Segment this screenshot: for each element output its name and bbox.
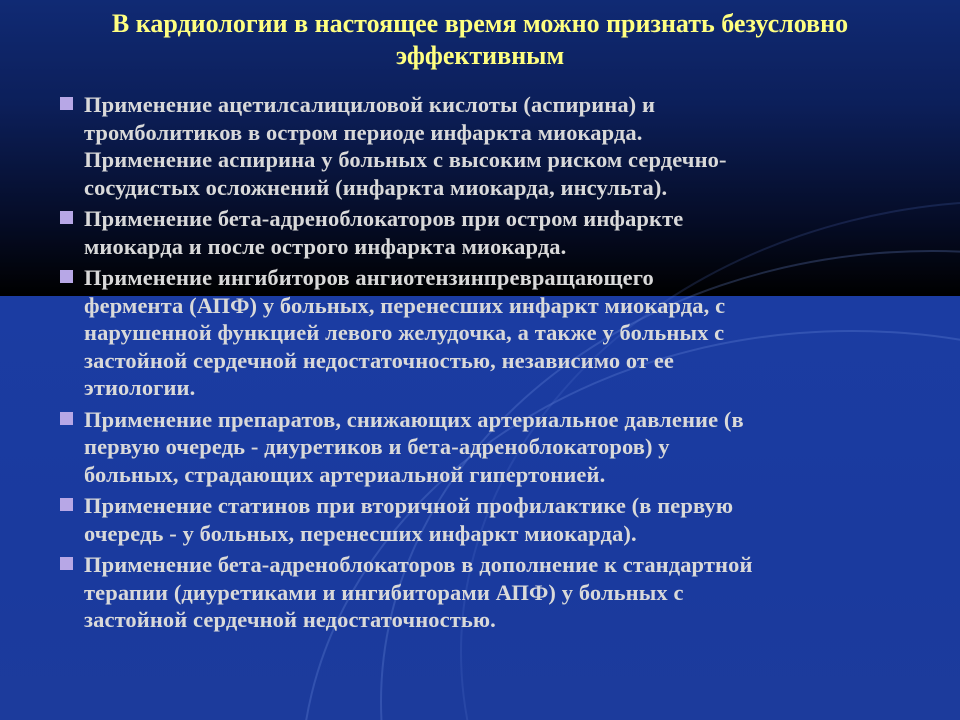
bullet-line: очередь - у больных, перенесших инфаркт миокарда). [84,520,637,546]
bullet-text [84,406,950,489]
bullet-line: терапии (диуретиками и ингибиторами АПФ) у больных с [84,579,684,605]
square-bullet-icon [60,97,73,110]
bullet-line: застойной сердечной недостаточностью, независимо от ее [84,347,675,373]
bullet-line: Применение аспирина у больных с высоким риском сердечно- [84,147,727,172]
bullet-text [84,551,950,634]
square-bullet-icon [60,412,73,425]
square-bullet-icon [60,557,73,570]
bullet-item [60,406,950,489]
bullet-line: Применение бета-адреноблокаторов при остром инфаркте [84,206,684,231]
bullet-line: сосудистых осложнений (инфаркта миокарда, инсульта). [84,174,668,200]
bullet-line: тромболитиков в остром периоде инфаркта миокарда. [84,119,643,145]
bullet-line: Применение ацетилсалициловой кислоты (аспирина) и [84,92,656,117]
bullet-text [84,264,950,402]
bullet-text [84,91,950,201]
slide-title-line: В кардиологии в настоящее время можно признать безусловно [111,9,849,38]
bullet-text [84,205,950,260]
bullet-line: Применение ингибиторов ангиотензинпревращающего [84,265,654,290]
bullet-item [60,91,950,201]
bullet-item [60,264,950,402]
square-bullet-icon [60,211,73,224]
bullet-line: застойной сердечной недостаточностью. [84,607,496,632]
bullet-line: Применение препаратов, снижающих артериальное давление (в [84,406,744,432]
square-bullet-icon [60,270,73,283]
bullet-line: Применение бета-адреноблокаторов в дополнение к стандартной [84,552,753,577]
slide-title [0,8,960,72]
bullet-list [60,91,950,638]
bullet-item [60,205,950,260]
bullet-line: нарушенной функцией левого желудочка, а также у больных с [84,320,725,345]
bullet-text [84,492,950,547]
bullet-line: этиологии. [84,375,196,400]
bullet-line: фермента (АПФ) у больных, перенесших инфаркт миокарда, с [84,292,726,318]
bullet-line: миокарда и после острого инфаркта миокарда. [84,233,567,259]
bullet-line: Применение статинов при вторичной профилактике (в первую [84,493,734,518]
bullet-item [60,492,950,547]
bullet-item [60,551,950,634]
bullet-line: первую очередь - диуретиков и бета-адреноблокаторов) у [84,434,670,459]
slide-title-line: эффективным [395,41,565,70]
square-bullet-icon [60,498,73,511]
bullet-line: больных, страдающих артериальной гипертонией. [84,461,606,487]
